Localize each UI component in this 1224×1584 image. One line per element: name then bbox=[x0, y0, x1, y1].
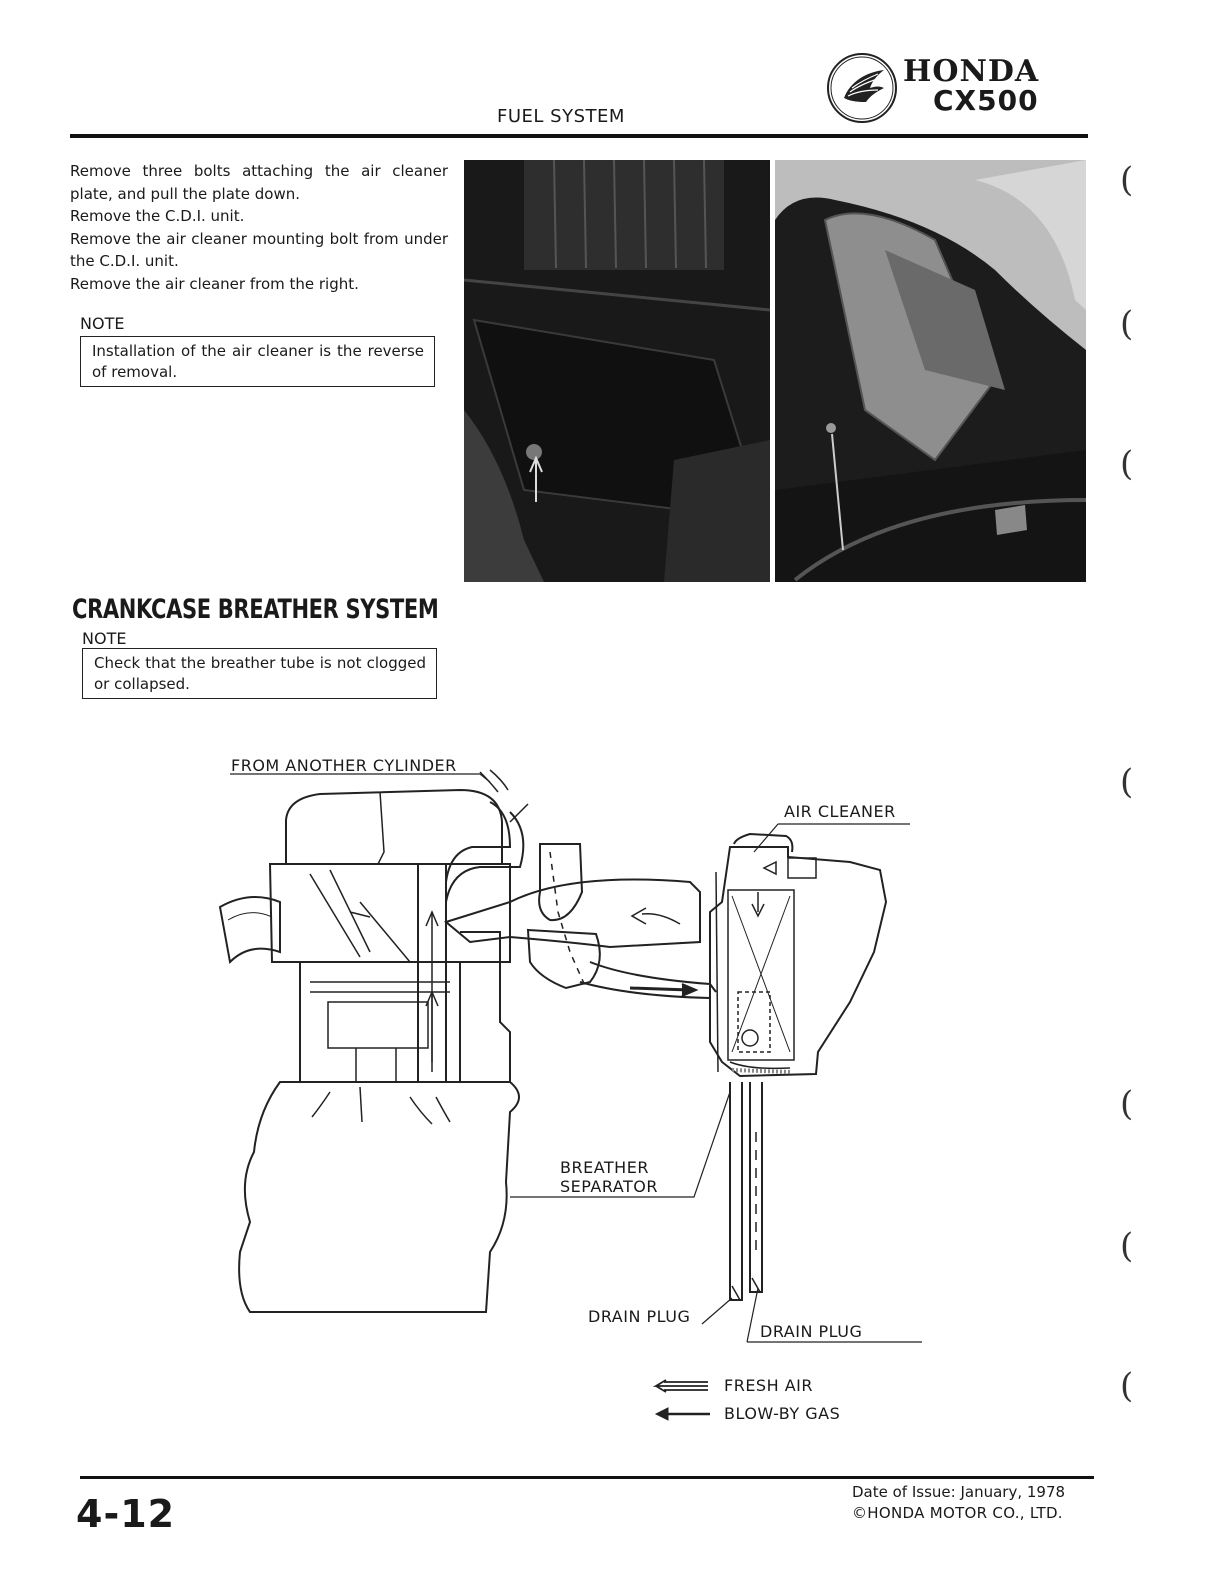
crankcase-note-block bbox=[82, 629, 437, 699]
air-cleaner-instructions bbox=[70, 160, 448, 387]
copyright: ©HONDA MOTOR CO., LTD. bbox=[852, 1504, 1063, 1522]
label-drain-plug-right: DRAIN PLUG bbox=[760, 1322, 863, 1341]
label-from-another-cylinder: FROM ANOTHER CYLINDER bbox=[231, 756, 457, 775]
breather-diagram bbox=[210, 752, 930, 1432]
model-name: CX500 bbox=[933, 84, 1039, 117]
issue-date: Date of Issue: January, 1978 bbox=[852, 1483, 1066, 1501]
label-breather: BREATHER bbox=[560, 1158, 649, 1177]
instruction-step: Remove the air cleaner mounting bolt from under the C.D.I. unit. bbox=[70, 229, 448, 270]
honda-wing-icon bbox=[826, 52, 898, 124]
section-header: FUEL SYSTEM bbox=[497, 106, 625, 127]
binder-mark-icon: ( bbox=[1120, 304, 1134, 344]
photo-air-cleaner-plate bbox=[464, 160, 770, 582]
label-breather-separator bbox=[560, 1158, 658, 1196]
instruction-step: Remove three bolts attaching the air cleaner plate, and pull the plate down. bbox=[70, 162, 448, 203]
binder-mark-icon: ( bbox=[1120, 160, 1134, 200]
note-block bbox=[80, 313, 448, 387]
section-title-crankcase: CRANKCASE BREATHER SYSTEM bbox=[72, 594, 439, 625]
binder-mark-icon: ( bbox=[1120, 1366, 1134, 1406]
photo-cdi-unit bbox=[775, 160, 1086, 582]
label-air-cleaner: AIR CLEANER bbox=[784, 802, 896, 821]
label-separator: SEPARATOR bbox=[560, 1177, 658, 1196]
note-label: NOTE bbox=[80, 314, 125, 333]
instruction-step: Remove the air cleaner from the right. bbox=[70, 274, 359, 293]
header-rule bbox=[70, 134, 1088, 138]
binder-mark-icon: ( bbox=[1120, 762, 1134, 802]
label-drain-plug-left: DRAIN PLUG bbox=[588, 1307, 691, 1326]
instruction-step: Remove the C.D.I. unit. bbox=[70, 207, 245, 225]
footer-rule bbox=[80, 1476, 1094, 1479]
binder-mark-icon: ( bbox=[1120, 1084, 1134, 1124]
note-box: Check that the breather tube is not clogged or collapsed. bbox=[82, 648, 437, 699]
binder-mark-icon: ( bbox=[1120, 444, 1134, 484]
note-label: NOTE bbox=[82, 629, 127, 648]
page-number: 4-12 bbox=[76, 1492, 176, 1536]
legend-fresh-air: FRESH AIR bbox=[724, 1376, 813, 1395]
binder-mark-icon: ( bbox=[1120, 1226, 1134, 1266]
legend-blow-by-gas: BLOW-BY GAS bbox=[724, 1404, 841, 1423]
brand-name: HONDA bbox=[903, 54, 1040, 89]
note-box: Installation of the air cleaner is the reverse of removal. bbox=[80, 336, 435, 387]
